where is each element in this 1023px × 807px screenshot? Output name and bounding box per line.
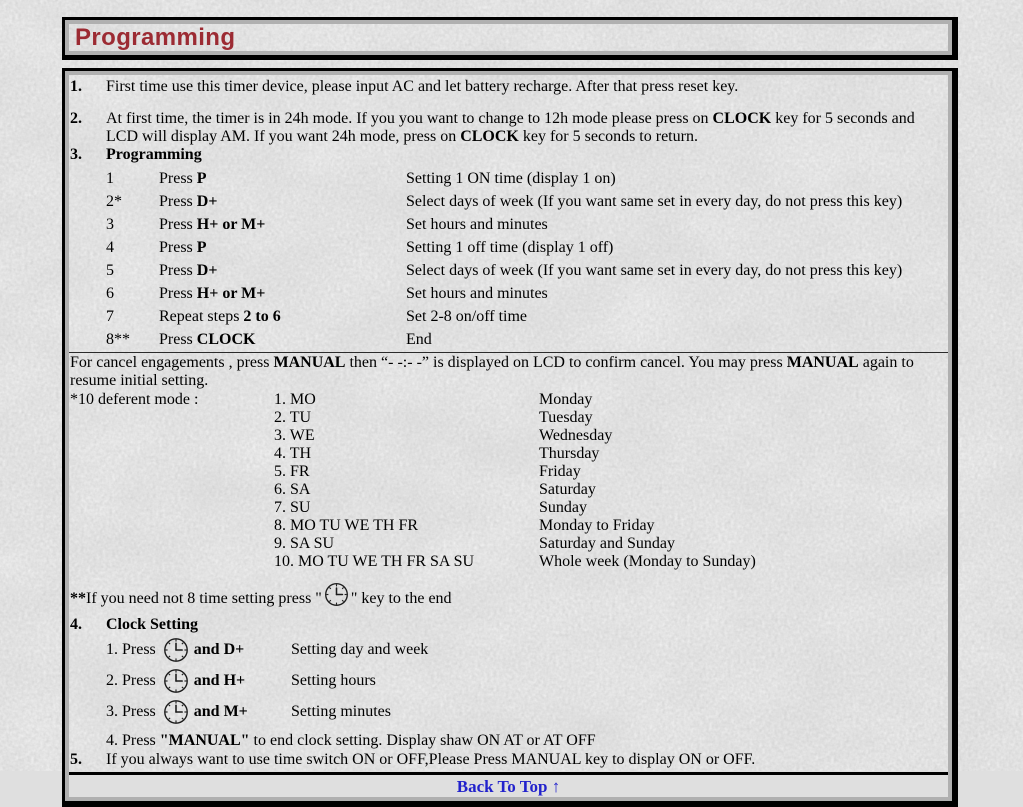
step-number: 6 xyxy=(106,285,114,302)
step-action: Press CLOCK xyxy=(159,331,256,348)
step-action: Press D+ xyxy=(159,193,218,210)
key-label: D+ xyxy=(196,193,218,210)
manual-key-label: "MANUAL" xyxy=(159,732,250,749)
manual-key-label: MANUAL xyxy=(786,354,859,371)
key-label: D+ xyxy=(196,262,218,279)
mode-code: 4. TH xyxy=(274,445,312,462)
mode-name: Thursday xyxy=(539,445,600,462)
cancel-note: For cancel engagements , press MANUAL then “- -:- -” is displayed on LCD to confirm cancel. You may press MANUAL again to resume initial setting. xyxy=(70,354,914,389)
item-number: 3. xyxy=(70,146,82,163)
step-row xyxy=(106,259,944,282)
mode-row xyxy=(70,499,944,517)
instruction-item-1 xyxy=(70,78,944,96)
programming-steps-table xyxy=(70,167,944,351)
mode-code: 8. MO TU WE TH FR xyxy=(274,517,419,534)
clock-setting-description: Setting minutes xyxy=(291,702,391,720)
key-label: P xyxy=(196,239,207,256)
step-action: Press P xyxy=(159,239,207,256)
clock-setting-heading xyxy=(70,616,944,634)
title-panel-inner xyxy=(65,20,952,55)
section-programming xyxy=(69,75,948,352)
clock-setting-action: 3. Press and M+ xyxy=(106,698,291,726)
step-description: Set hours and minutes xyxy=(406,216,548,233)
item-text: First time use this timer device, please input AC and let battery recharge. After that press reset key. xyxy=(106,78,739,95)
day-modes-table xyxy=(70,391,944,571)
step-description: Select days of week (If you want same set in every day, do not press this key) xyxy=(406,262,903,279)
step-number: 8** xyxy=(106,331,130,348)
mode-name: Whole week (Monday to Sunday) xyxy=(539,553,756,570)
item-text: If you always want to use time switch ON or OFF,Please Press MANUAL key to display ON or OFF. xyxy=(106,751,756,768)
step-description: Set 2-8 on/off time xyxy=(406,308,528,325)
step-action: Press P xyxy=(159,170,207,187)
instructions-panel-inner xyxy=(65,71,952,801)
mode-name: Wednesday xyxy=(539,427,613,444)
manual-key-label: MANUAL xyxy=(273,354,346,371)
clock-setting-action: 1. Press and D+ xyxy=(106,636,291,664)
mode-row xyxy=(70,535,944,553)
note-text: If you need not 8 time setting press " xyxy=(86,589,322,607)
step-row xyxy=(106,282,944,305)
step-description: Set hours and minutes xyxy=(406,285,548,302)
step-number: 5 xyxy=(106,262,114,279)
clock-icon xyxy=(323,581,350,608)
step-number: 4 xyxy=(106,239,114,256)
title-panel xyxy=(62,17,958,60)
key-label: P xyxy=(196,170,207,187)
note-text: " key to the end xyxy=(350,589,452,607)
item-number: 1. xyxy=(70,78,82,95)
mode-code: 5. FR xyxy=(274,463,310,480)
mode-row xyxy=(70,481,944,499)
mode-name: Saturday xyxy=(539,481,596,498)
mode-name: Monday xyxy=(539,391,593,408)
clock-key-label: CLOCK xyxy=(712,110,772,127)
mode-code: 6. SA xyxy=(274,481,311,498)
step-number: 1 xyxy=(106,170,114,187)
step-description: Select days of week (If you want same set in every day, do not press this key) xyxy=(406,193,903,210)
step-number: 3 xyxy=(106,216,114,233)
step-row xyxy=(106,190,944,213)
section-heading: Clock Setting xyxy=(106,616,198,633)
clock-icon xyxy=(162,636,190,664)
footer xyxy=(69,775,948,797)
mode-code: 1. MO xyxy=(274,391,316,408)
double-asterisk: ** xyxy=(70,589,86,607)
clock-setting-action: 2. Press and H+ xyxy=(106,667,291,695)
step-description: Setting 1 off time (display 1 off) xyxy=(406,239,614,256)
key-label: and M+ xyxy=(193,702,248,720)
item-text: At first time, the timer is in 24h mode. If you you want to change to 12h mode please press on CLOCK key for 5 seconds and LCD will display AM. If you want 24h mode, press on CLOCK key for 5 seconds to return. xyxy=(106,110,915,145)
clock-setting-row xyxy=(106,665,944,696)
instructions-panel xyxy=(62,68,958,807)
key-label: and D+ xyxy=(193,640,245,658)
key-label: and H+ xyxy=(193,671,246,689)
instruction-item-3-heading xyxy=(70,146,944,164)
mode-code: 3. WE xyxy=(274,427,315,444)
step-row xyxy=(106,236,944,259)
mode-row xyxy=(70,445,944,463)
step-number: 7 xyxy=(106,308,114,325)
mode-row xyxy=(70,553,944,571)
blank-line xyxy=(70,96,944,110)
mode-code: 9. SA SU xyxy=(274,535,335,552)
mode-row xyxy=(70,409,944,427)
step-action: Repeat steps 2 to 6 xyxy=(159,308,281,325)
clock-setting-end-note: 4. Press "MANUAL" to end clock setting. Display shaw ON AT or AT OFF xyxy=(106,732,596,749)
step-description: End xyxy=(406,331,432,348)
item-number: 2. xyxy=(70,110,82,127)
mode-name: Sunday xyxy=(539,499,587,516)
step-row xyxy=(106,328,944,351)
clock-key-label: CLOCK xyxy=(460,128,519,145)
section-notes xyxy=(69,353,948,769)
mode-row xyxy=(70,427,944,445)
clock-setting-row xyxy=(106,634,944,665)
mode-name: Saturday and Sunday xyxy=(539,535,675,552)
mode-name: Monday to Friday xyxy=(539,517,655,534)
step-action: Press H+ or M+ xyxy=(159,285,266,302)
item-number: 4. xyxy=(70,616,82,633)
clock-setting-description: Setting hours xyxy=(291,671,376,689)
mode-code: 2. TU xyxy=(274,409,312,426)
mode-row xyxy=(70,517,944,535)
step-row xyxy=(106,305,944,328)
back-to-top-link[interactable]: Back To Top ↑ xyxy=(456,777,561,796)
section-heading: Programming xyxy=(106,146,202,163)
page-title: Programming xyxy=(75,24,236,51)
clock-icon xyxy=(162,667,190,695)
instruction-item-2 xyxy=(70,110,944,146)
modes-label: *10 deferent mode : xyxy=(70,391,199,408)
mode-code: 7. SU xyxy=(274,499,311,516)
mode-row xyxy=(70,463,944,481)
item-number: 5. xyxy=(70,751,82,768)
step-row xyxy=(106,213,944,236)
clock-setting-description: Setting day and week xyxy=(291,640,429,658)
clock-setting-row xyxy=(106,696,944,727)
key-label: 2 to 6 xyxy=(243,308,281,325)
key-label: H+ or M+ xyxy=(196,216,266,233)
step-action: Press D+ xyxy=(159,262,218,279)
key-label: CLOCK xyxy=(196,331,256,348)
step-action: Press H+ or M+ xyxy=(159,216,266,233)
step-number: 2* xyxy=(106,193,122,210)
mode-row xyxy=(70,391,944,409)
clock-icon xyxy=(162,698,190,726)
step-row xyxy=(106,167,944,190)
key-label: H+ or M+ xyxy=(196,285,266,302)
instruction-item-5 xyxy=(70,751,944,769)
step-description: Setting 1 ON time (display 1 on) xyxy=(406,170,616,187)
mode-name: Tuesday xyxy=(539,409,593,426)
mode-code: 10. MO TU WE TH FR SA SU xyxy=(274,553,475,570)
mode-name: Friday xyxy=(539,463,581,480)
eight-settings-note xyxy=(70,583,944,614)
